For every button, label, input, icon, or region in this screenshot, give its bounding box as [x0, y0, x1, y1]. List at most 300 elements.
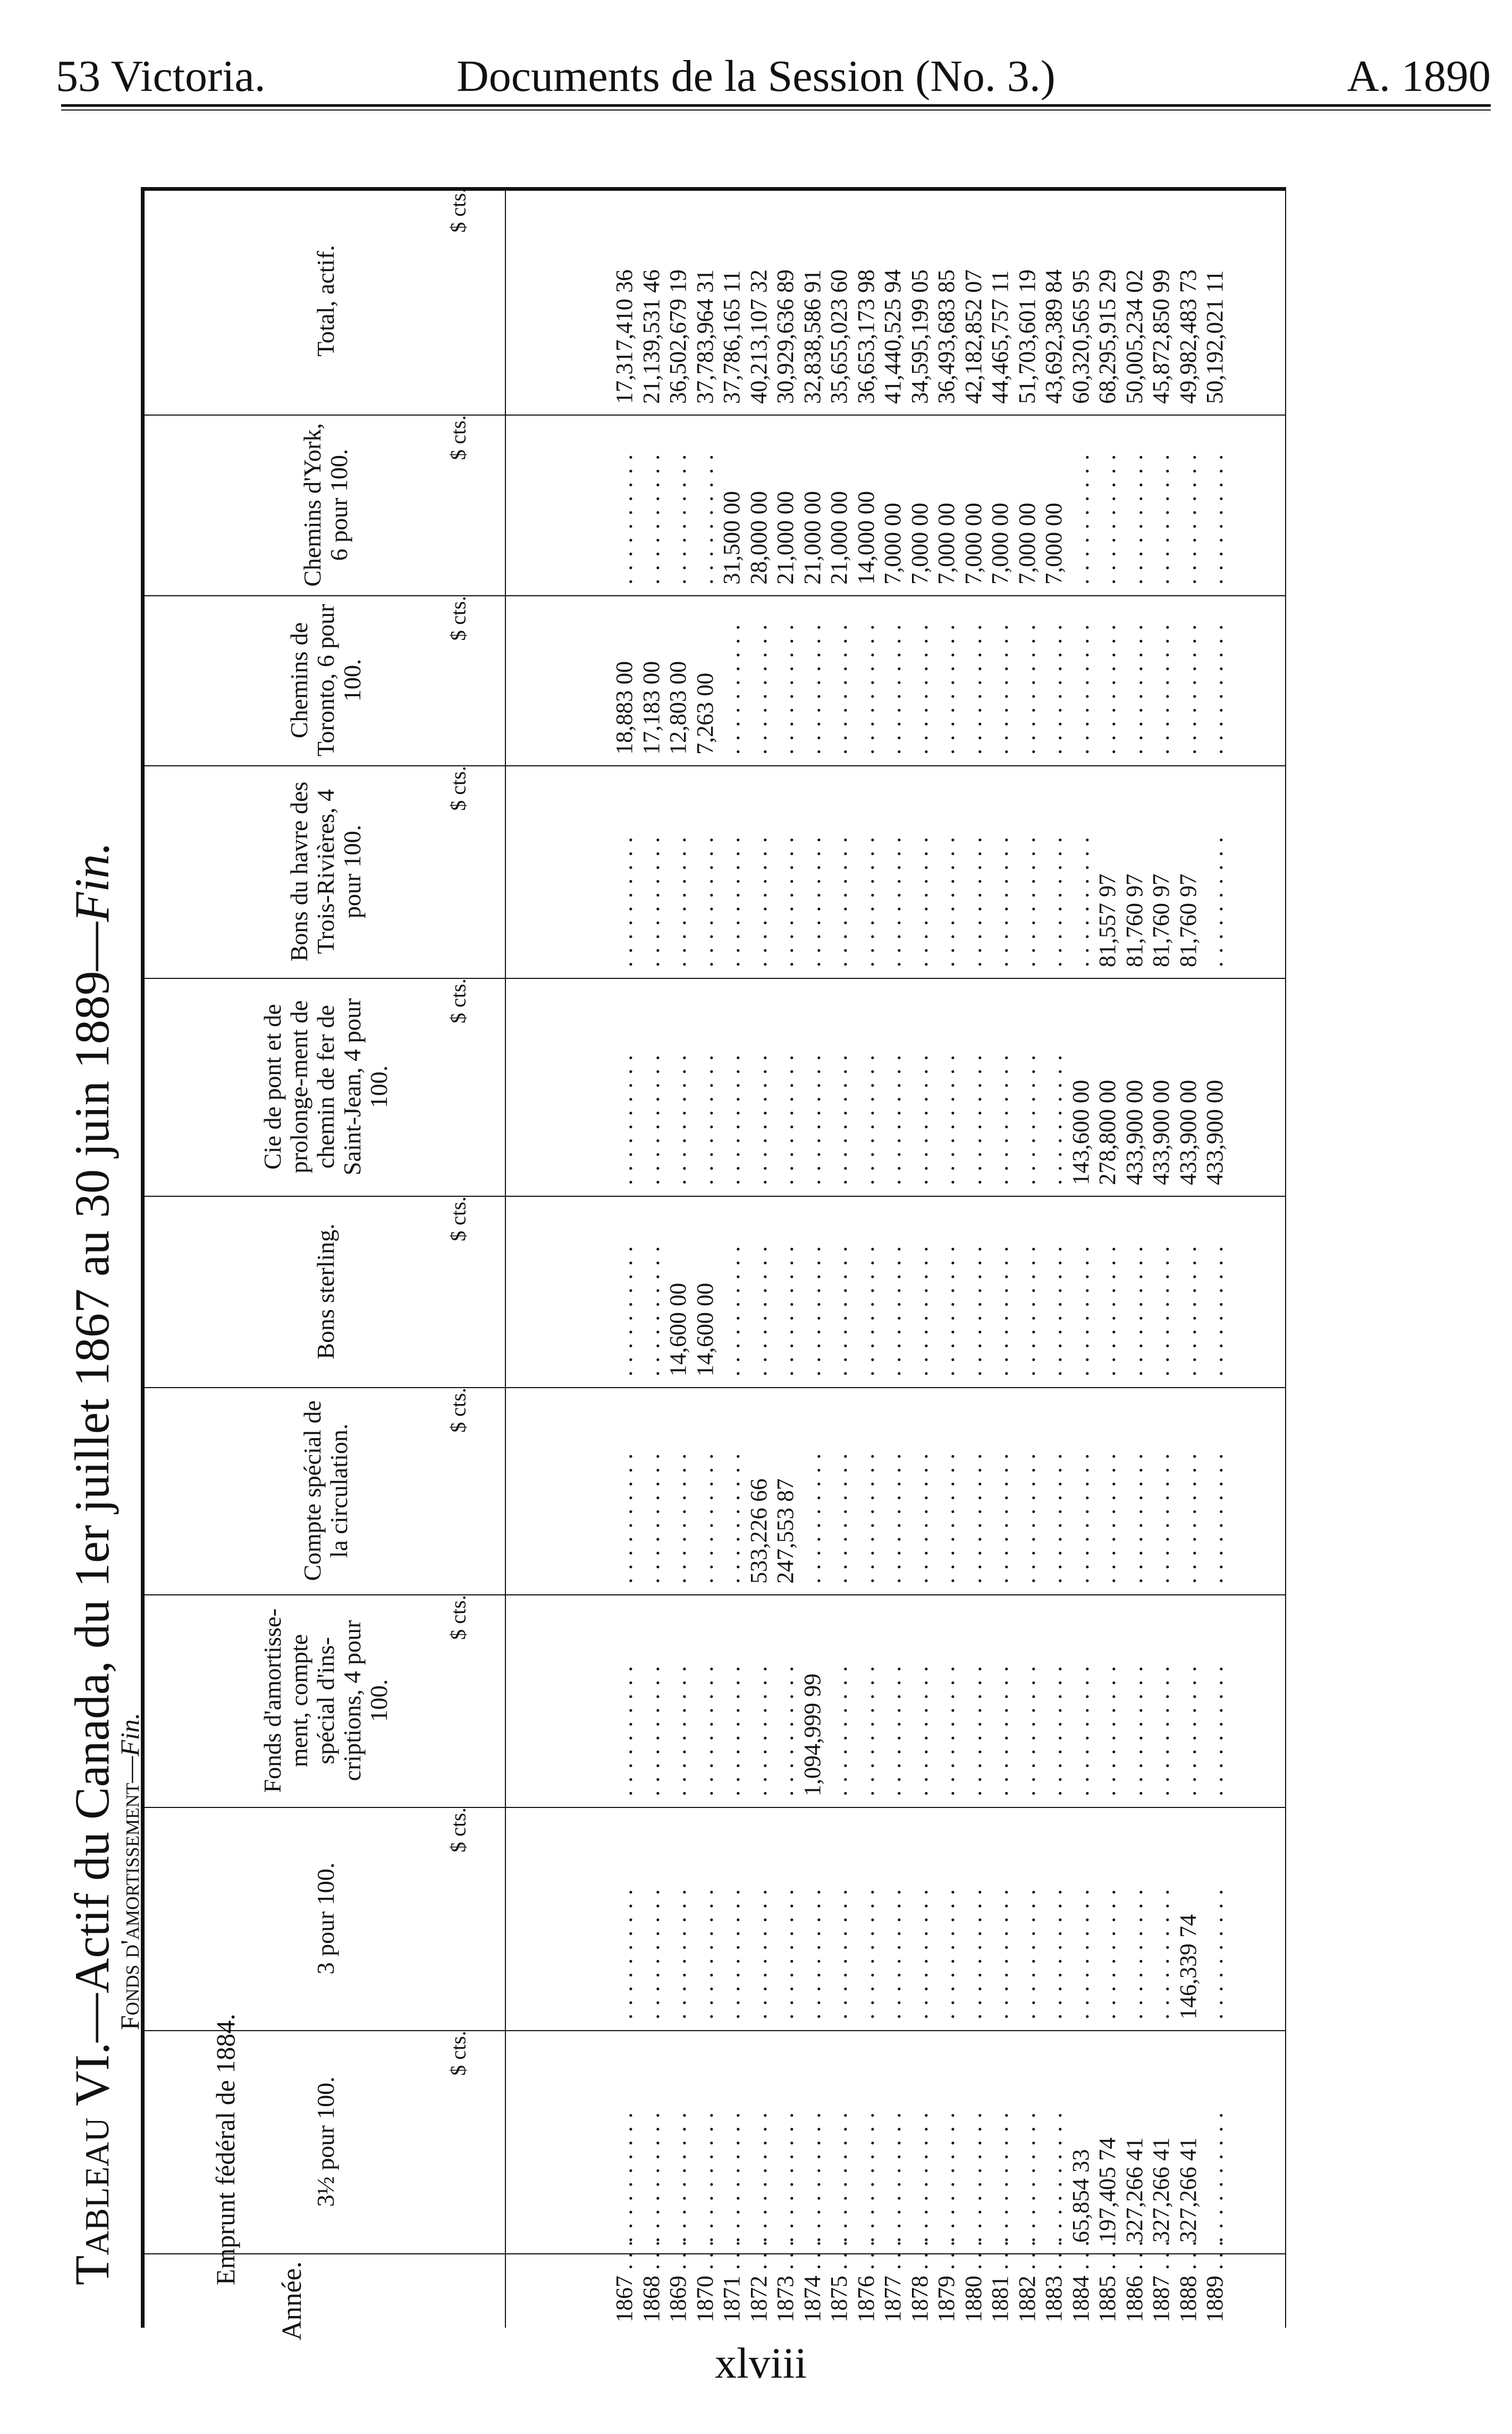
cell-text-fonds: . . . . . . . . . . [665, 1665, 691, 1796]
cell-text-havre: . . . . . . . . . . [1041, 836, 1067, 967]
cell-compte-1875 [826, 1398, 853, 1584]
cell-text-york: . . . . . . . . . . [1094, 453, 1121, 585]
cell-sterling-1869 [665, 1206, 692, 1376]
cell-pont-1871 [719, 988, 746, 1185]
cell-toronto-1889 [1202, 606, 1229, 755]
cell-text-york: . . . . . . . . . . [1121, 453, 1147, 585]
cell-c35-1884 [1068, 2041, 1095, 2243]
cell-toronto-1876 [853, 606, 880, 755]
cell-total-1876 [853, 198, 880, 404]
cell-c35-1870 [692, 2041, 719, 2243]
cell-havre-1881 [987, 776, 1014, 967]
cell-pont-1870 [692, 988, 719, 1185]
cell-text-c35: . . . . . . . . . . [799, 2111, 825, 2243]
cell-text-havre: . . . . . . . . . . [745, 836, 772, 967]
cell-text-compte: . . . . . . . . . . [906, 1452, 933, 1584]
cell-text-pont: . . . . . . . . . . [987, 1054, 1013, 1185]
cell-sterling-1884 [1068, 1206, 1095, 1376]
cell-total-1868 [638, 198, 665, 404]
cell-text-c35: 327,266 41 [1121, 2137, 1147, 2243]
cell-c35-1875 [826, 2041, 853, 2243]
cell-text-c35: . . . . . . . . . . [906, 2111, 933, 2243]
cell-text-compte: . . . . . . . . . . [1094, 1452, 1121, 1584]
cell-toronto-1886 [1121, 606, 1148, 755]
cell-text-york: . . . . . . . . . . [1067, 453, 1094, 585]
units-york: $ cts. [446, 415, 470, 460]
cell-text-pont: . . . . . . . . . . [745, 1054, 772, 1185]
units-havre: $ cts. [446, 766, 470, 811]
cell-text-pont: 433,900 00 [1202, 1080, 1228, 1185]
cell-havre-1884 [1068, 776, 1095, 967]
cell-text-c35: . . . . . . . . . . [691, 2111, 718, 2243]
cell-toronto-1873 [772, 606, 799, 755]
cell-text-fonds: . . . . . . . . . . [691, 1665, 718, 1796]
cell-toronto-1880 [960, 606, 987, 755]
cell-total-1883 [1041, 198, 1068, 404]
cell-fonds-1889 [1202, 1605, 1229, 1796]
cell-york-1881 [987, 425, 1014, 585]
cell-pont-1888 [1175, 988, 1202, 1185]
cell-total-1889 [1202, 198, 1229, 404]
cell-havre-1873 [772, 776, 799, 967]
cell-text-york: . . . . . . . . . . [1175, 453, 1201, 585]
cell-text-c35: . . . . . . . . . . [826, 2111, 852, 2243]
cell-compte-1887 [1148, 1398, 1175, 1584]
cell-text-c3: . . . . . . . . . . [1041, 1888, 1067, 2019]
cell-text-havre: . . . . . . . . . . [665, 836, 691, 967]
cell-toronto-1887 [1148, 606, 1175, 755]
cell-total-1879 [933, 198, 960, 404]
cell-text-total: 60,320,565 95 [1067, 269, 1094, 404]
cell-c35-1869 [665, 2041, 692, 2243]
cell-york-1869 [665, 425, 692, 585]
cell-fonds-1875 [826, 1605, 853, 1796]
cell-text-c3: . . . . . . . . . . [880, 1888, 906, 2019]
cell-text-c35: . . . . . . . . . . [852, 2111, 879, 2243]
cell-text-toronto: 12,803 00 [665, 661, 691, 755]
cell-total-1870 [692, 198, 719, 404]
cell-toronto-1868 [638, 606, 665, 755]
cell-fonds-1879 [933, 1605, 960, 1796]
cell-fonds-1871 [719, 1605, 746, 1796]
cell-havre-1871 [719, 776, 746, 967]
cell-text-havre: . . . . . . . . . . [987, 836, 1013, 967]
cell-text-pont: . . . . . . . . . . [691, 1054, 718, 1185]
cell-text-total: 68,295,915 29 [1094, 269, 1121, 404]
cell-fonds-1873 [772, 1605, 799, 1796]
cell-c3-1868 [638, 1818, 665, 2019]
cell-text-compte: . . . . . . . . . . [799, 1452, 825, 1584]
cell-total-1872 [746, 198, 773, 404]
year-1871: 1871 . . . [719, 2241, 745, 2322]
cell-text-c3: . . . . . . . . . . [1202, 1888, 1228, 2019]
cell-text-fonds: . . . . . . . . . . [638, 1665, 664, 1796]
cell-text-c35: . . . . . . . . . . [880, 2111, 906, 2243]
cell-c35-1871 [719, 2041, 746, 2243]
cell-toronto-1877 [880, 606, 907, 755]
cell-text-havre: . . . . . . . . . . [852, 836, 879, 967]
cell-sterling-1868 [638, 1206, 665, 1376]
cell-text-fonds: . . . . . . . . . . [719, 1665, 745, 1796]
cell-york-1882 [1014, 425, 1041, 585]
cell-text-fonds: . . . . . . . . . . [933, 1665, 960, 1796]
cell-compte-1874 [799, 1398, 826, 1584]
cell-c3-1881 [987, 1818, 1014, 2019]
cell-text-york: 21,000 00 [826, 491, 852, 585]
cell-text-havre: 81,557 97 [1094, 874, 1121, 967]
cell-fonds-1885 [1094, 1605, 1121, 1796]
cell-text-c35: 327,266 41 [1148, 2137, 1175, 2243]
cell-compte-1886 [1121, 1398, 1148, 1584]
cell-c35-1880 [960, 2041, 987, 2243]
cell-compte-1878 [907, 1398, 934, 1584]
cell-text-sterling: . . . . . . . . . . [933, 1245, 960, 1376]
year-1873: 1873 . . . [772, 2241, 799, 2322]
cell-text-toronto: . . . . . . . . . . [745, 623, 772, 755]
cell-text-c3: . . . . . . . . . . [826, 1888, 852, 2019]
cell-text-pont: 143,600 00 [1067, 1080, 1094, 1185]
cell-york-1877 [880, 425, 907, 585]
cell-text-sterling: . . . . . . . . . . [719, 1245, 745, 1376]
cell-toronto-1882 [1014, 606, 1041, 755]
cell-text-pont: 433,900 00 [1148, 1080, 1175, 1185]
year-1884: 1884 . . . [1067, 2241, 1094, 2322]
cell-c3-1887 [1148, 1818, 1175, 2019]
cell-text-c35: . . . . . . . . . . [1041, 2111, 1067, 2243]
cell-text-total: 37,786,165 11 [719, 270, 745, 404]
cell-c3-1883 [1041, 1818, 1068, 2019]
cell-text-compte: . . . . . . . . . . [987, 1452, 1013, 1584]
cell-text-c3: . . . . . . . . . . [638, 1888, 664, 2019]
cell-text-pont: . . . . . . . . . . [638, 1054, 664, 1185]
cell-toronto-1885 [1094, 606, 1121, 755]
cell-fonds-1872 [746, 1605, 773, 1796]
cell-text-york: . . . . . . . . . . [638, 453, 664, 585]
cell-sterling-1879 [933, 1206, 960, 1376]
cell-text-compte: . . . . . . . . . . [933, 1452, 960, 1584]
cell-text-sterling: . . . . . . . . . . [1175, 1245, 1201, 1376]
col-header-text-sterling: Bons sterling. [311, 1223, 339, 1359]
col-header-annee: Année. [276, 2261, 307, 2340]
cell-text-fonds: . . . . . . . . . . [1148, 1665, 1175, 1796]
cell-text-compte: 247,553 87 [772, 1478, 799, 1584]
cell-text-total: 44,465,757 11 [987, 270, 1013, 404]
cell-text-toronto: . . . . . . . . . . [1013, 623, 1040, 755]
cell-compte-1877 [880, 1398, 907, 1584]
cell-text-havre: . . . . . . . . . . [691, 836, 718, 967]
cell-total-1887 [1148, 198, 1175, 404]
cell-c35-1888 [1175, 2041, 1202, 2243]
cell-c3-1889 [1202, 1818, 1229, 2019]
cell-york-1884 [1068, 425, 1095, 585]
cell-text-havre: . . . . . . . . . . [826, 836, 852, 967]
header-data-rule [505, 187, 506, 2328]
cell-pont-1879 [933, 988, 960, 1185]
cell-sterling-1870 [692, 1206, 719, 1376]
cell-pont-1880 [960, 988, 987, 1185]
cell-sterling-1883 [1041, 1206, 1068, 1376]
cell-text-compte: . . . . . . . . . . [852, 1452, 879, 1584]
cell-c3-1878 [907, 1818, 934, 2019]
cell-havre-1885 [1094, 776, 1121, 967]
cell-total-1873 [772, 198, 799, 404]
cell-toronto-1867 [611, 606, 638, 755]
year-1874: 1874 . . . [799, 2241, 825, 2322]
cell-text-pont: . . . . . . . . . . [1013, 1054, 1040, 1185]
cell-text-total: 50,192,021 11 [1202, 270, 1228, 404]
cell-text-compte: . . . . . . . . . . [611, 1452, 638, 1584]
cell-text-sterling: . . . . . . . . . . [799, 1245, 825, 1376]
cell-text-c35: . . . . . . . . . . [987, 2111, 1013, 2243]
year-1870: 1870 . . . [691, 2241, 718, 2322]
cell-total-1884 [1068, 198, 1095, 404]
cell-c3-1870 [692, 1818, 719, 2019]
cell-text-york: 7,000 00 [880, 503, 906, 585]
cell-compte-1879 [933, 1398, 960, 1584]
cell-text-pont: 278,800 00 [1094, 1080, 1121, 1185]
cell-text-c3: 146,339 74 [1175, 1914, 1201, 2019]
year-1868: 1868 . . . [638, 2241, 664, 2322]
cell-text-fonds: . . . . . . . . . . [1202, 1665, 1228, 1796]
cell-total-1882 [1014, 198, 1041, 404]
cell-text-york: 7,000 00 [1013, 503, 1040, 585]
cell-text-york: 7,000 00 [1041, 503, 1067, 585]
cell-text-toronto: . . . . . . . . . . [933, 623, 960, 755]
cell-text-c35: . . . . . . . . . . [638, 2111, 664, 2243]
cell-havre-1889 [1202, 776, 1229, 967]
cell-text-havre: . . . . . . . . . . [1202, 836, 1228, 967]
cell-pont-1881 [987, 988, 1014, 1185]
cell-toronto-1872 [746, 606, 773, 755]
cell-pont-1872 [746, 988, 773, 1185]
header-session-left: 53 Victoria. [56, 52, 266, 101]
cell-text-c35: 65,854 33 [1067, 2149, 1094, 2243]
cell-text-sterling: . . . . . . . . . . [1067, 1245, 1094, 1376]
cell-compte-1870 [692, 1398, 719, 1584]
cell-pont-1874 [799, 988, 826, 1185]
cell-text-havre: . . . . . . . . . . [933, 836, 960, 967]
cell-text-sterling: . . . . . . . . . . [1094, 1245, 1121, 1376]
cell-c35-1887 [1148, 2041, 1175, 2243]
cell-text-compte: . . . . . . . . . . [1041, 1452, 1067, 1584]
cell-pont-1873 [772, 988, 799, 1185]
cell-text-fonds: . . . . . . . . . . [1041, 1665, 1067, 1796]
group-header-fin: Fin. [115, 1712, 145, 1756]
cell-fonds-1867 [611, 1605, 638, 1796]
cell-total-1885 [1094, 198, 1121, 404]
units-toronto: $ cts. [446, 596, 470, 641]
cell-text-fonds: . . . . . . . . . . [772, 1665, 799, 1796]
cell-text-fonds: . . . . . . . . . . [826, 1665, 852, 1796]
cell-text-total: 41,440,525 94 [880, 269, 906, 404]
cell-fonds-1878 [907, 1605, 934, 1796]
cell-text-toronto: . . . . . . . . . . [1175, 623, 1201, 755]
cell-total-1877 [880, 198, 907, 404]
years-rule [141, 2253, 1286, 2254]
cell-text-pont: 433,900 00 [1175, 1080, 1201, 1185]
cell-text-sterling: . . . . . . . . . . [987, 1245, 1013, 1376]
cell-text-compte: . . . . . . . . . . [1175, 1452, 1201, 1584]
cell-text-total: 51,703,601 19 [1013, 269, 1040, 404]
cell-text-c35: . . . . . . . . . . [1202, 2111, 1228, 2243]
units-total: $ cts. [446, 188, 470, 233]
year-1872: 1872 . . . [745, 2241, 772, 2322]
units-c35: $ cts. [446, 2031, 470, 2076]
cell-york-1879 [933, 425, 960, 585]
cell-compte-1867 [611, 1398, 638, 1584]
cell-c35-1881 [987, 2041, 1014, 2243]
cell-c35-1877 [880, 2041, 907, 2243]
cell-fonds-1877 [880, 1605, 907, 1796]
cell-sterling-1872 [746, 1206, 773, 1376]
year-1880: 1880 . . . [960, 2241, 986, 2322]
cell-text-york: . . . . . . . . . . [665, 453, 691, 585]
col-header-text-toronto: Chemins de Toronto, 6 pour 100. [285, 604, 366, 757]
cell-text-c35: 327,266 41 [1175, 2137, 1201, 2243]
cell-fonds-1884 [1068, 1605, 1095, 1796]
col-header-emprunt-1884: Emprunt fédéral de 1884. [210, 2014, 240, 2285]
cell-text-pont: . . . . . . . . . . [665, 1054, 691, 1185]
year-1878: 1878 . . . [906, 2241, 933, 2322]
cell-text-havre: . . . . . . . . . . [960, 836, 986, 967]
cell-text-york: . . . . . . . . . . [691, 453, 718, 585]
cell-text-total: 42,182,852 07 [960, 269, 986, 404]
cell-compte-1876 [853, 1398, 880, 1584]
cell-york-1876 [853, 425, 880, 585]
cell-text-pont: . . . . . . . . . . [611, 1054, 638, 1185]
cell-sterling-1873 [772, 1206, 799, 1376]
cell-york-1878 [907, 425, 934, 585]
cell-text-c3: . . . . . . . . . . [1094, 1888, 1121, 2019]
cell-text-toronto: . . . . . . . . . . [1148, 623, 1175, 755]
cell-text-compte: . . . . . . . . . . [691, 1452, 718, 1584]
cell-text-compte: 533,226 66 [745, 1478, 772, 1584]
cell-text-total: 49,982,483 73 [1175, 269, 1201, 404]
table-title [64, 842, 120, 2285]
cell-c3-1867 [611, 1818, 638, 2019]
cell-text-c3: . . . . . . . . . . [906, 1888, 933, 2019]
cell-text-c35: . . . . . . . . . . [719, 2111, 745, 2243]
cell-fonds-1883 [1041, 1605, 1068, 1796]
cell-toronto-1869 [665, 606, 692, 755]
cell-havre-1880 [960, 776, 987, 967]
year-1889: 1889 . . . [1202, 2241, 1228, 2322]
cell-compte-1885 [1094, 1398, 1121, 1584]
units-sterling: $ cts. [446, 1196, 470, 1241]
cell-fonds-1888 [1175, 1605, 1202, 1796]
cell-text-compte: . . . . . . . . . . [1202, 1452, 1228, 1584]
table-title-prefix: Tableau [65, 2117, 119, 2285]
cell-havre-1872 [746, 776, 773, 967]
cell-york-1883 [1041, 425, 1068, 585]
cell-total-1878 [907, 198, 934, 404]
cell-york-1868 [638, 425, 665, 585]
cell-text-york: 7,000 00 [906, 503, 933, 585]
cell-text-havre: 81,760 97 [1121, 874, 1147, 967]
cell-sterling-1888 [1175, 1206, 1202, 1376]
col-header-text-havre: Bons du havre des Trois-Rivières, 4 pour 100. [285, 781, 366, 962]
cell-text-c3: . . . . . . . . . . [772, 1888, 799, 2019]
cell-sterling-1886 [1121, 1206, 1148, 1376]
cell-york-1874 [799, 425, 826, 585]
cell-c3-1884 [1068, 1818, 1095, 2019]
cell-toronto-1870 [692, 606, 719, 755]
cell-york-1872 [746, 425, 773, 585]
cell-compte-1888 [1175, 1398, 1202, 1584]
cell-york-1871 [719, 425, 746, 585]
year-1867: 1867 . . . [611, 2241, 638, 2322]
cell-pont-1867 [611, 988, 638, 1185]
table-title-suffix: Fin. [65, 842, 119, 922]
cell-pont-1889 [1202, 988, 1229, 1185]
cell-c35-1882 [1014, 2041, 1041, 2243]
cell-text-fonds: . . . . . . . . . . [1013, 1665, 1040, 1796]
cell-text-sterling: . . . . . . . . . . [852, 1245, 879, 1376]
cell-text-compte: . . . . . . . . . . [1013, 1452, 1040, 1584]
cell-text-sterling: . . . . . . . . . . [638, 1245, 664, 1376]
cell-text-compte: . . . . . . . . . . [880, 1452, 906, 1584]
cell-c3-1877 [880, 1818, 907, 2019]
cell-text-york: 21,000 00 [799, 491, 825, 585]
cell-text-pont: . . . . . . . . . . [772, 1054, 799, 1185]
cell-text-sterling: . . . . . . . . . . [1121, 1245, 1147, 1376]
units-c3: $ cts. [446, 1807, 470, 1853]
cell-text-c35: . . . . . . . . . . [745, 2111, 772, 2243]
cell-pont-1884 [1068, 988, 1095, 1185]
cell-text-sterling: . . . . . . . . . . [745, 1245, 772, 1376]
cell-text-compte: . . . . . . . . . . [960, 1452, 986, 1584]
cell-pont-1868 [638, 988, 665, 1185]
cell-text-sterling: . . . . . . . . . . [1041, 1245, 1067, 1376]
cell-havre-1867 [611, 776, 638, 967]
cell-text-toronto: . . . . . . . . . . [1202, 623, 1228, 755]
cell-text-toronto: . . . . . . . . . . [906, 623, 933, 755]
cell-havre-1886 [1121, 776, 1148, 967]
cell-total-1869 [665, 198, 692, 404]
cell-pont-1886 [1121, 988, 1148, 1185]
cell-c35-1868 [638, 2041, 665, 2243]
cell-text-toronto: . . . . . . . . . . [799, 623, 825, 755]
cell-pont-1876 [853, 988, 880, 1185]
cell-text-total: 36,653,173 98 [852, 269, 879, 404]
cell-text-c35: . . . . . . . . . . [933, 2111, 960, 2243]
cell-compte-1889 [1202, 1398, 1229, 1584]
cell-text-fonds: . . . . . . . . . . [1067, 1665, 1094, 1796]
cell-sterling-1885 [1094, 1206, 1121, 1376]
cell-text-pont: . . . . . . . . . . [880, 1054, 906, 1185]
cell-text-total: 40,213,107 32 [745, 269, 772, 404]
cell-text-fonds: . . . . . . . . . . [880, 1665, 906, 1796]
cell-havre-1876 [853, 776, 880, 967]
cell-c3-1875 [826, 1818, 853, 2019]
cell-text-sterling: 14,600 00 [665, 1283, 691, 1376]
cell-sterling-1880 [960, 1206, 987, 1376]
cell-fonds-1880 [960, 1605, 987, 1796]
cell-compte-1883 [1041, 1398, 1068, 1584]
cell-text-pont: . . . . . . . . . . [933, 1054, 960, 1185]
cell-text-york: 14,000 00 [852, 491, 879, 585]
cell-text-c3: . . . . . . . . . . [745, 1888, 772, 2019]
cell-text-total: 36,502,679 19 [665, 269, 691, 404]
cell-text-havre: . . . . . . . . . . [638, 836, 664, 967]
cell-havre-1887 [1148, 776, 1175, 967]
cell-text-c3: . . . . . . . . . . [1121, 1888, 1147, 2019]
cell-c35-1867 [611, 2041, 638, 2243]
cell-havre-1868 [638, 776, 665, 967]
cell-text-c3: . . . . . . . . . . [665, 1888, 691, 2019]
cell-total-1874 [799, 198, 826, 404]
cell-text-sterling: . . . . . . . . . . [1148, 1245, 1175, 1376]
